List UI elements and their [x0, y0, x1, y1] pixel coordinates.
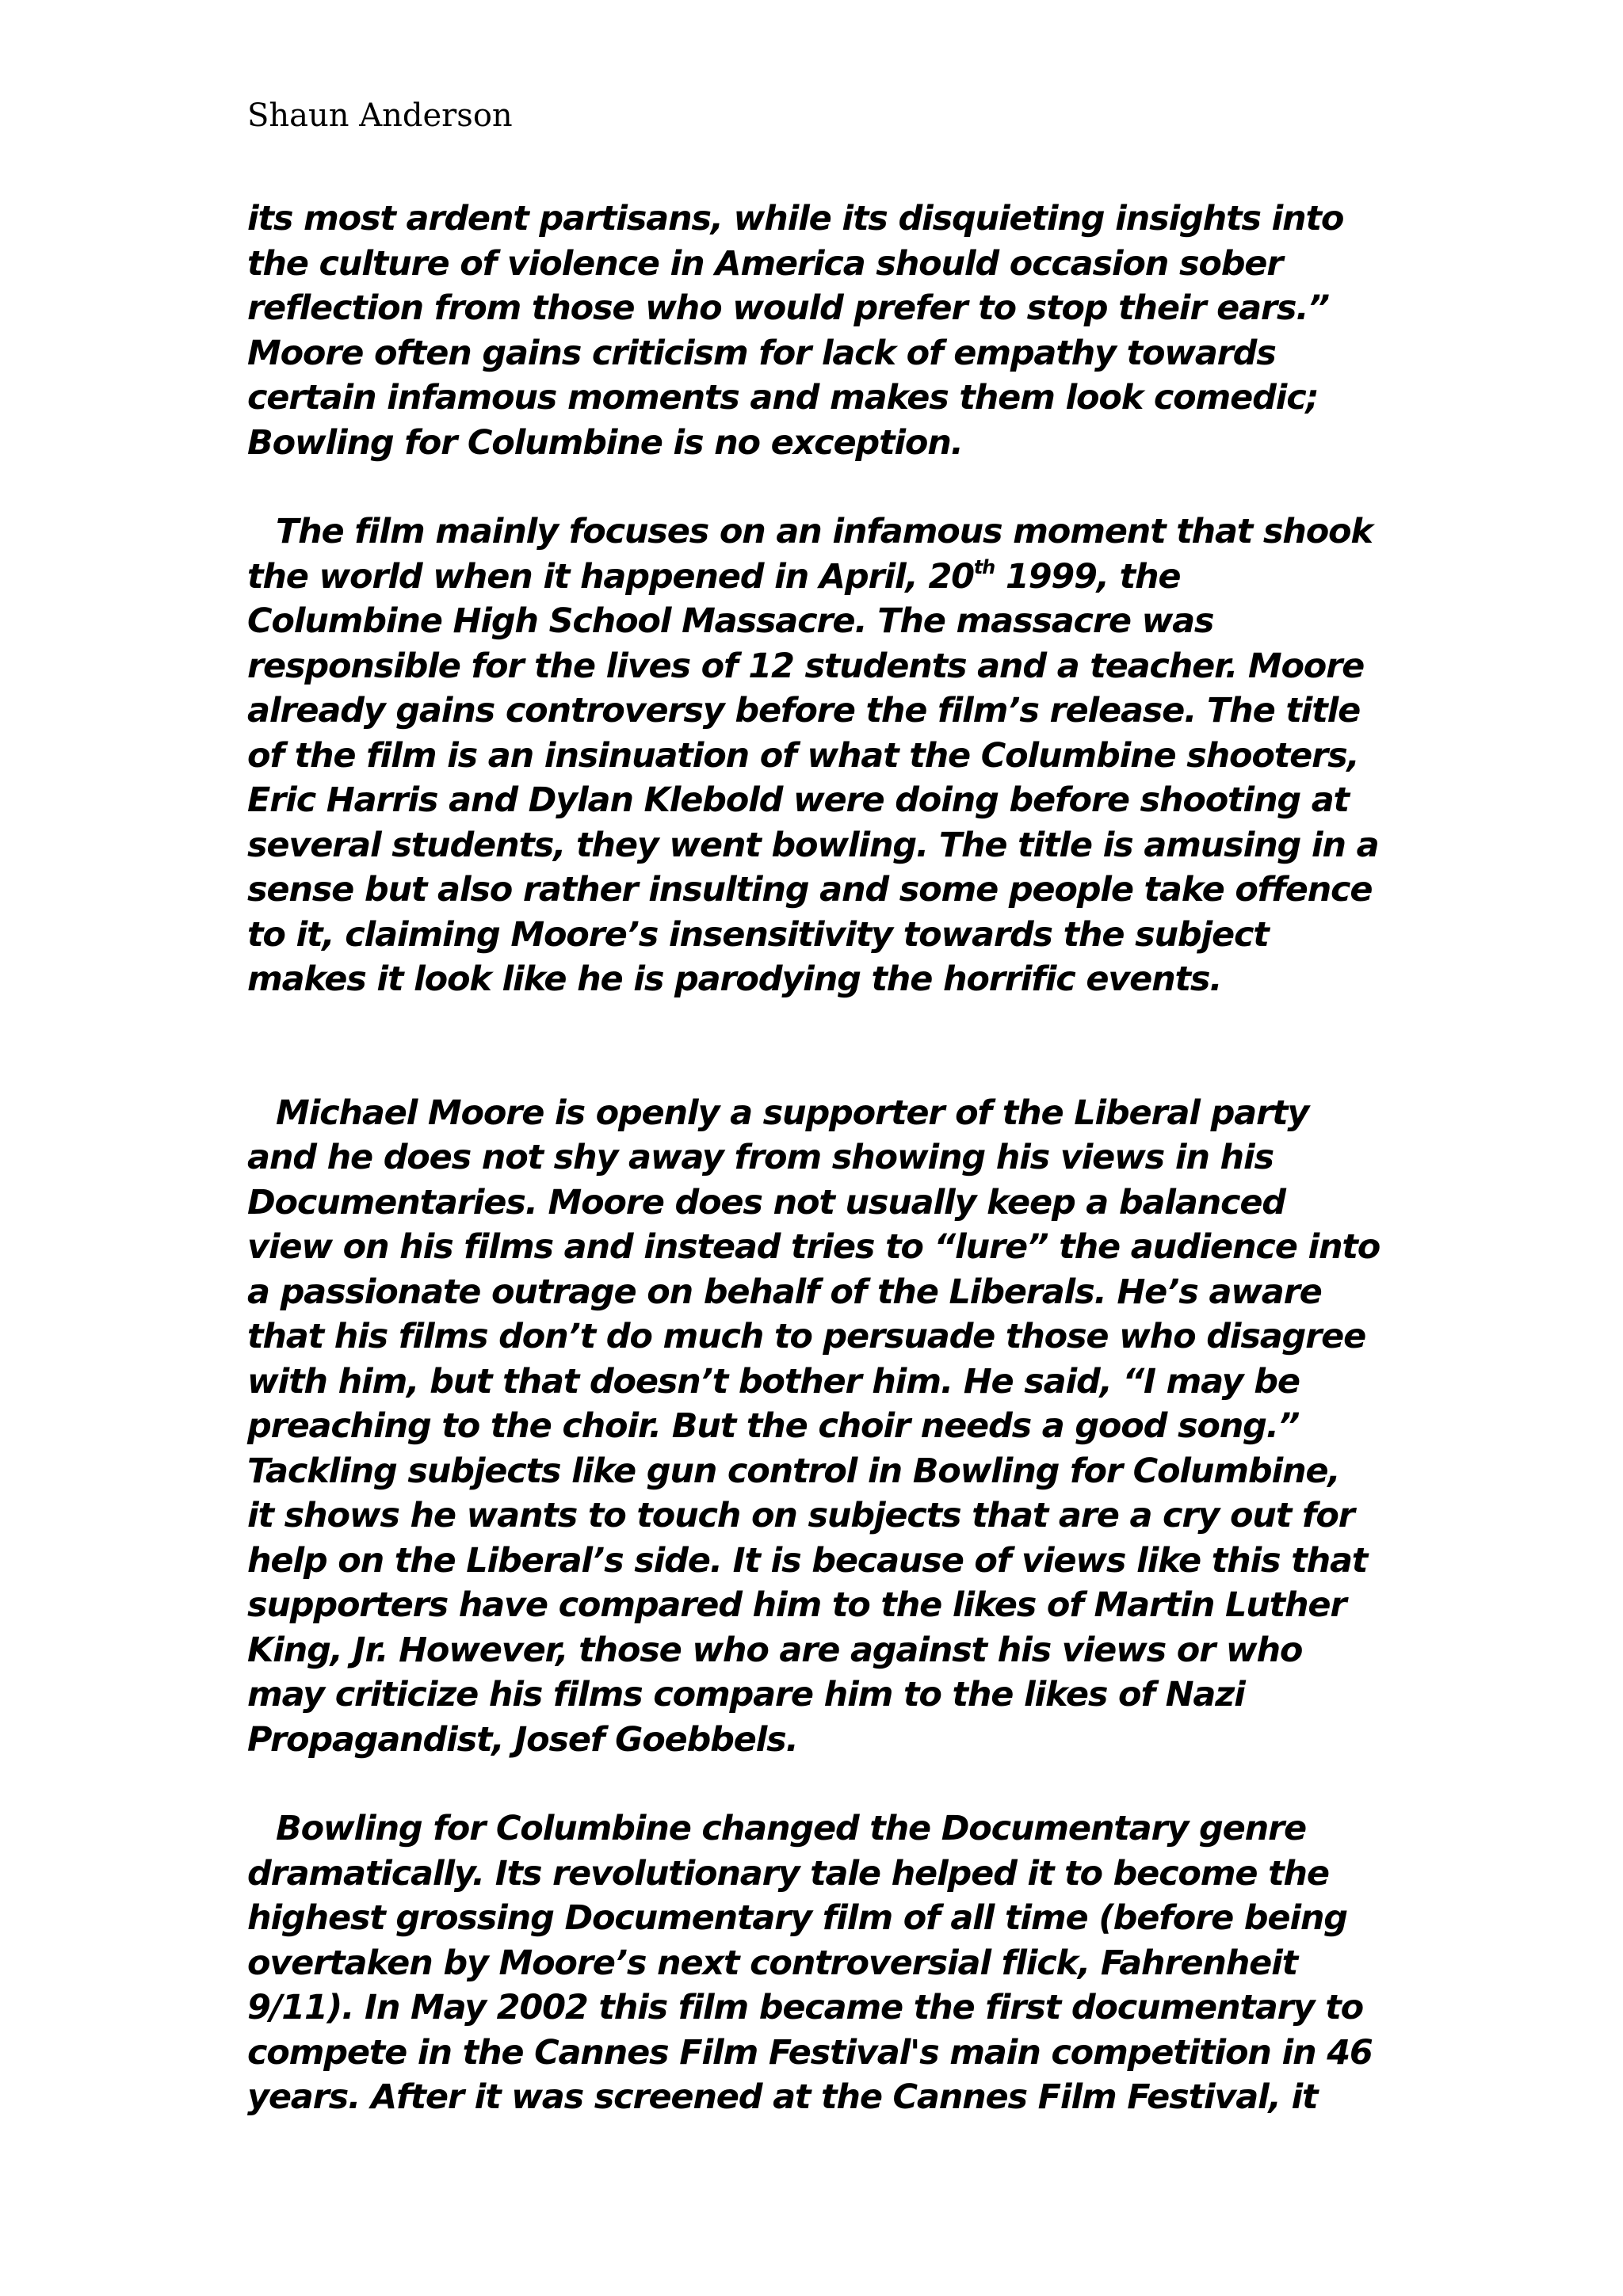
text-line: help on the Liberal’s side. It is because of views like this that	[247, 1540, 1368, 1581]
text-line: responsible for the lives of 12 students and a teacher. Moore	[247, 646, 1365, 686]
text-line: its most ardent partisans, while its disquieting insights into	[247, 199, 1344, 238]
text-line	[247, 555, 1420, 600]
text-line: Columbine High School Massacre. The massacre was	[247, 601, 1214, 641]
text-line: view on his films and instead tries to “lure” the audience into	[247, 1227, 1381, 1267]
text-line: preaching to the choir. But the choir needs a good song.”	[247, 1406, 1300, 1446]
text-line: The film mainly focuses on an infamous moment that shook	[276, 512, 1373, 551]
text-line: Bowling for Columbine changed the Documentary genre	[276, 1809, 1306, 1848]
paragraph-3	[247, 1091, 1420, 1763]
text-line: a passionate outrage on behalf of the Liberals. He’s aware	[247, 1272, 1322, 1312]
text-line: with him, but that doesn’t bother him. He said, “I may be	[247, 1361, 1300, 1402]
text-line: years. After it was screened at the Cannes Film Festival, it	[247, 2077, 1318, 2117]
text-fragment: 1999, the	[995, 556, 1181, 597]
text-line: that his films don’t do much to persuade those who disagree	[247, 1317, 1366, 1356]
paragraph-spacer	[247, 1762, 1420, 1806]
ordinal-suffix: th	[973, 555, 995, 578]
text-line: it shows he wants to touch on subjects that are a cry out for	[247, 1496, 1354, 1535]
text-line: dramatically. Its revolutionary tale helped it to become the	[247, 1853, 1329, 1894]
paragraph-1	[247, 196, 1420, 465]
text-line: already gains controversy before the film’s release. The title	[247, 691, 1361, 730]
paragraph-spacer	[247, 465, 1420, 509]
text-line: highest grossing Documentary film of all time (before being	[247, 1898, 1347, 1938]
text-line: Documentaries. Moore does not usually keep a balanced	[247, 1182, 1285, 1222]
text-line: sense but also rather insulting and some people take offence	[247, 870, 1373, 910]
text-line: reflection from those who would prefer to stop their ears.”	[247, 288, 1329, 328]
paragraph-spacer	[247, 1002, 1420, 1091]
text-line: certain infamous moments and makes them look comedic;	[247, 378, 1319, 418]
text-line: the culture of violence in America should occasion sober	[247, 243, 1283, 284]
text-line: Propagandist, Josef Goebbels.	[247, 1719, 798, 1760]
text-fragment: the world when it happened in April, 20	[247, 556, 974, 597]
text-line: may criticize his films compare him to the likes of Nazi	[247, 1675, 1245, 1714]
text-line: Moore often gains criticism for lack of empathy towards	[247, 333, 1276, 373]
text-line: Tackling subjects like gun control in Bowling for Columbine,	[247, 1451, 1340, 1491]
text-line: Bowling for Columbine is no exception.	[247, 422, 963, 463]
text-line: overtaken by Moore’s next controversial flick, Fahrenheit	[247, 1943, 1297, 1983]
text-line: and he does not shy away from showing his views in his	[247, 1138, 1274, 1177]
text-line: King, Jr. However, those who are against his views or who	[247, 1630, 1303, 1670]
document-body	[247, 196, 1420, 2120]
author-header: Shaun Anderson	[247, 97, 513, 134]
text-line: compete in the Cannes Film Festival's main competition in 46	[247, 2032, 1373, 2073]
text-line: 9/11). In May 2002 this film became the first documentary to	[247, 1988, 1363, 2027]
text-line: Michael Moore is openly a supporter of the Liberal party	[276, 1093, 1309, 1133]
text-line: supporters have compared him to the likes of Martin Luther	[247, 1585, 1346, 1625]
text-line: Eric Harris and Dylan Klebold were doing before shooting at	[247, 780, 1349, 820]
paragraph-4	[247, 1806, 1420, 2120]
text-line: to it, claiming Moore’s insensitivity towards the subject	[247, 914, 1269, 955]
paragraph-2	[247, 509, 1420, 1002]
text-line: of the film is an insinuation of what the Columbine shooters,	[247, 735, 1359, 776]
text-line: makes it look like he is parodying the horrific events.	[247, 959, 1222, 999]
text-line: several students, they went bowling. The title is amusing in a	[247, 825, 1379, 865]
